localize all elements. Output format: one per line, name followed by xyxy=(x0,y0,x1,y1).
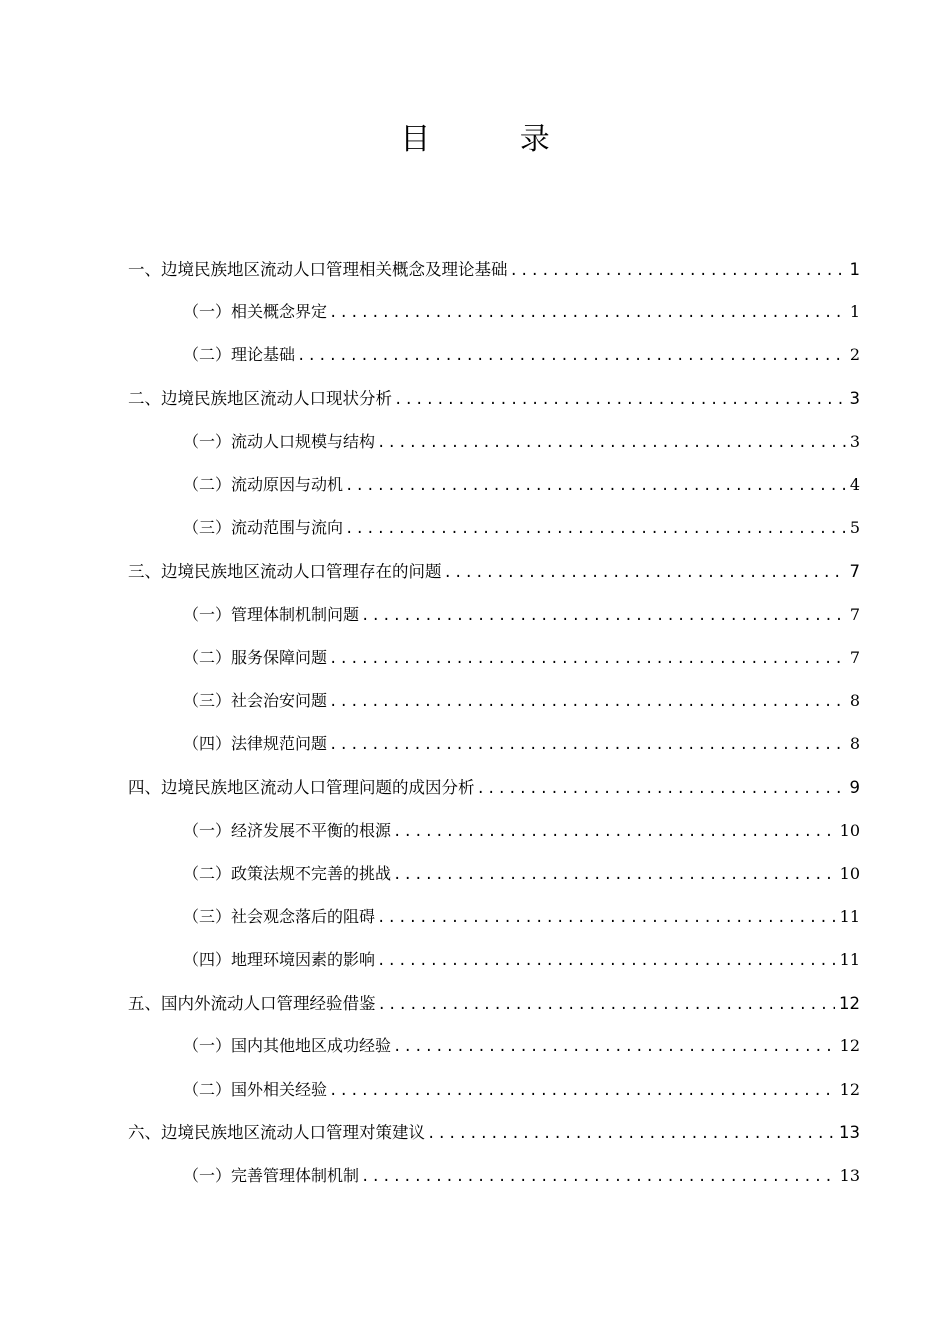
toc-page-number: 3 xyxy=(849,431,860,451)
toc-chapter-entry[interactable] xyxy=(0,764,950,807)
dot-leader xyxy=(329,305,846,321)
toc-page-number: 7 xyxy=(849,561,860,581)
dot-leader xyxy=(329,1083,836,1099)
toc-entry-label: （一）完善管理体制机制 xyxy=(183,1166,360,1186)
toc-section-entry[interactable] xyxy=(0,1023,950,1066)
toc-section-entry[interactable] xyxy=(0,851,950,894)
toc-chapter-entry[interactable] xyxy=(0,548,950,591)
dot-leader xyxy=(329,651,846,667)
toc-page-number: 13 xyxy=(839,1166,860,1186)
toc-entry-line xyxy=(183,429,860,452)
toc-entry-label: （三）社会治安问题 xyxy=(183,690,328,710)
toc-entry-line xyxy=(183,904,860,927)
toc-section-entry[interactable] xyxy=(0,721,950,764)
toc-entry-label: （一）经济发展不平衡的根源 xyxy=(183,820,392,840)
toc-section-entry[interactable] xyxy=(0,1067,950,1110)
toc-section-entry[interactable] xyxy=(0,894,950,937)
toc-entry-label: （一）国内其他地区成功经验 xyxy=(183,1036,392,1056)
toc-page-number: 12 xyxy=(839,1036,860,1056)
toc-entry-label: （二）政策法规不完善的挑战 xyxy=(183,863,392,883)
dot-leader xyxy=(361,1169,836,1185)
toc-entry-line xyxy=(183,818,860,841)
toc-section-entry[interactable] xyxy=(0,505,950,548)
toc-entry-label: （三）社会观念落后的阻碍 xyxy=(183,906,376,926)
toc-entry-line xyxy=(183,299,860,322)
toc-page-number: 8 xyxy=(849,690,860,710)
toc-page-number: 11 xyxy=(839,950,860,970)
toc-entry-line xyxy=(183,947,860,970)
toc-entry-line xyxy=(183,1033,860,1056)
toc-entry-label: （一）流动人口规模与结构 xyxy=(183,431,376,451)
dot-leader xyxy=(393,824,836,840)
toc-entry-label: 五、国内外流动人口管理经验借鉴 xyxy=(128,993,376,1013)
dot-leader xyxy=(377,435,846,451)
toc-entry-line xyxy=(128,256,860,280)
toc-entry-line xyxy=(128,385,860,409)
toc-page-number: 5 xyxy=(849,518,860,538)
dot-leader xyxy=(297,348,846,364)
dot-leader xyxy=(345,478,846,494)
toc-entry-line xyxy=(183,1163,860,1186)
toc-section-entry[interactable] xyxy=(0,332,950,375)
dot-leader xyxy=(345,521,846,537)
dot-leader xyxy=(378,997,836,1013)
toc-entry-label: 三、边境民族地区流动人口管理存在的问题 xyxy=(128,561,442,581)
toc-entry-line xyxy=(128,774,860,798)
toc-entry-label: 一、边境民族地区流动人口管理相关概念及理论基础 xyxy=(128,259,508,279)
toc-section-entry[interactable] xyxy=(0,462,950,505)
toc-page-number: 2 xyxy=(849,345,860,365)
toc-page-number: 10 xyxy=(839,863,860,883)
toc-entry-label: （二）理论基础 xyxy=(183,345,296,365)
toc-page-number: 7 xyxy=(849,604,860,624)
dot-leader xyxy=(477,781,846,797)
toc-section-entry[interactable] xyxy=(0,592,950,635)
toc-chapter-entry[interactable] xyxy=(0,980,950,1023)
toc-entry-line xyxy=(183,602,860,625)
toc-chapter-entry[interactable] xyxy=(0,376,950,419)
dot-leader xyxy=(393,867,836,883)
toc-entry-label: （一）管理体制机制问题 xyxy=(183,604,360,624)
toc-page-number: 10 xyxy=(839,820,860,840)
dot-leader xyxy=(394,392,846,408)
toc-page-number: 12 xyxy=(839,993,860,1013)
toc-section-entry[interactable] xyxy=(0,937,950,980)
toc-section-entry[interactable] xyxy=(0,289,950,332)
toc-entry-label: （二）流动原因与动机 xyxy=(183,475,344,495)
toc-entry-label: （二）服务保障问题 xyxy=(183,647,328,667)
toc-entry-label: （一）相关概念界定 xyxy=(183,302,328,322)
toc-entry-line xyxy=(183,861,860,884)
toc-entry-line xyxy=(183,1077,860,1100)
dot-leader xyxy=(393,1039,836,1055)
toc-entry-label: 四、边境民族地区流动人口管理问题的成因分析 xyxy=(128,777,475,797)
toc-entry-label: （四）地理环境因素的影响 xyxy=(183,950,376,970)
toc-page-number: 13 xyxy=(839,1123,860,1143)
toc-section-entry[interactable] xyxy=(0,807,950,850)
toc-entry-line xyxy=(128,1119,860,1143)
dot-leader xyxy=(510,263,846,279)
toc-entry-line xyxy=(128,558,860,582)
toc-entry-line xyxy=(183,515,860,538)
toc-page-number: 4 xyxy=(849,475,860,495)
toc-page-number: 8 xyxy=(849,734,860,754)
dot-leader xyxy=(377,953,836,969)
toc-page-number: 1 xyxy=(849,302,860,322)
toc-section-entry[interactable] xyxy=(0,1153,950,1196)
toc-entry-line xyxy=(183,688,860,711)
toc-section-entry[interactable] xyxy=(0,678,950,721)
toc-entry-label: 二、边境民族地区流动人口现状分析 xyxy=(128,389,392,409)
dot-leader xyxy=(329,737,846,753)
toc-entry-label: （四）法律规范问题 xyxy=(183,734,328,754)
toc-page-number: 11 xyxy=(839,906,860,926)
dot-leader xyxy=(444,565,846,581)
toc-entry-line xyxy=(183,472,860,495)
toc-entry-label: （三）流动范围与流向 xyxy=(183,518,344,538)
toc-entry-line xyxy=(183,342,860,365)
toc-entry-line xyxy=(128,990,860,1014)
toc-entry-line xyxy=(183,731,860,754)
toc-entry-label: 六、边境民族地区流动人口管理对策建议 xyxy=(128,1123,425,1143)
toc-entry-label: （二）国外相关经验 xyxy=(183,1079,328,1099)
toc-entry-line xyxy=(183,645,860,668)
toc-page-number: 3 xyxy=(849,389,860,409)
page-title: 目 录 xyxy=(400,122,590,157)
toc-page-number: 1 xyxy=(849,259,860,279)
dot-leader xyxy=(427,1126,835,1142)
table-of-contents xyxy=(0,246,950,1196)
toc-section-entry[interactable] xyxy=(0,419,950,462)
dot-leader xyxy=(361,608,846,624)
toc-page-number: 12 xyxy=(839,1079,860,1099)
toc-section-entry[interactable] xyxy=(0,635,950,678)
toc-page-number: 9 xyxy=(849,777,860,797)
dot-leader xyxy=(329,694,846,710)
toc-page-number: 7 xyxy=(849,647,860,667)
toc-chapter-entry[interactable] xyxy=(0,1110,950,1153)
toc-chapter-entry[interactable] xyxy=(0,246,950,289)
dot-leader xyxy=(377,910,836,926)
